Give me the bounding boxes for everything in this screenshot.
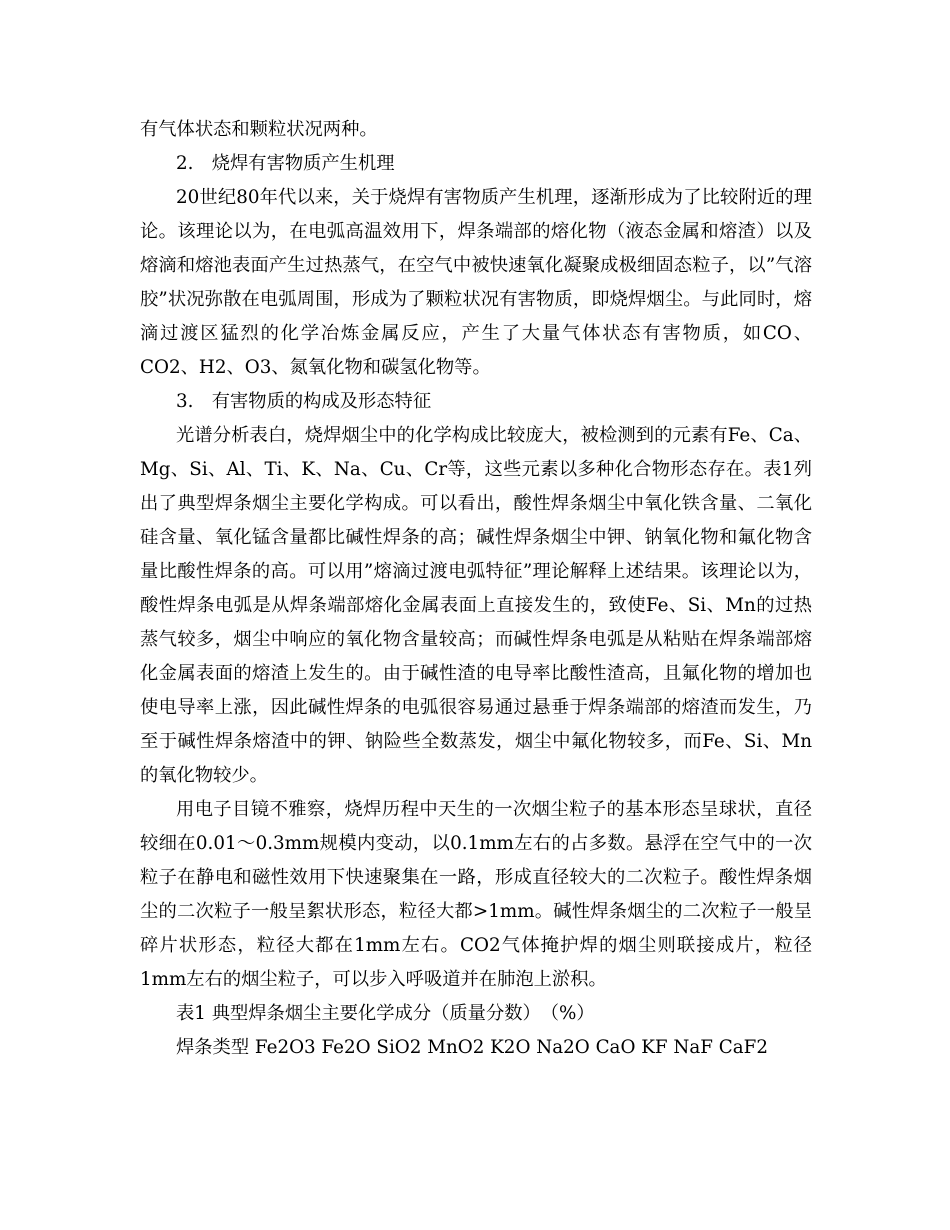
table-caption: 表1 典型焊条烟尘主要化学成分（质量分数） （%）: [176, 1003, 595, 1024]
paragraph-mechanism: 20世纪80年代以来，关于烧焊有害物质产生机理，逐渐形成为了比较附近的理论。该理论以为，在电弧高温效用下，焊条端部的熔化物（液态金属和熔渣）以及熔滴和熔池表面产生过热蒸气，在空气中被快速氧化凝聚成极细固态粒子，以”气溶胶”状况弥散在电弧周围，形成为了颗粒状况有害物质，即烧焊烟尘。与此同时，熔滴过渡区猛烈的化学冶炼金属反应，产生了大量气体状态有害物质，如CO、CO2、H2、O3、氮氧化物和碳氢化物等。: [140, 187, 812, 378]
section-heading-3: 3. 有害物质的构成及形态特征: [176, 391, 432, 412]
paragraph-morphology: 用电子目镜不雅察，烧焊历程中天生的一次烟尘粒子的基本形态呈球状，直径较细在0.01～0.3mm规模内变动，以0.1mm左右的占多数。悬浮在空气中的一次粒子在静电和磁性效用下快速聚集在一路，形成直径较大的二次粒子。酸性焊条烟尘的二次粒子一般呈絮状形态，粒径大都>1mm。碱性焊条烟尘的二次粒子一般呈碎片状形态，粒径大都在1mm左右。CO2气体掩护焊的烟尘则联接成片，粒径1mm左右的烟尘粒子，可以步入呼吸道并在肺泡上淤积。: [140, 799, 812, 990]
paragraph-continuation: 有气体状态和颗粒状况两种。: [140, 119, 378, 140]
section-heading-2: 2. 烧焊有害物质产生机理: [176, 153, 395, 174]
document-body: [140, 113, 812, 1065]
table-header-row: 焊条类型 Fe2O3 Fe2O SiO2 MnO2 K2O Na2O CaO KF NaF CaF2: [176, 1037, 768, 1058]
paragraph-composition: 光谱分析表白，烧焊烟尘中的化学构成比较庞大，被检测到的元素有Fe、Ca、Mg、Si、Al、Ti、K、Na、Cu、Cr等，这些元素以多种化合物形态存在。表1列出了典型焊条烟尘主要化学构成。可以看出，酸性焊条烟尘中氧化铁含量、二氧化硅含量、氧化锰含量都比碱性焊条的高；碱性焊条烟尘中钾、钠氧化物和氟化物含量比酸性焊条的高。可以用”熔滴过渡电弧特征”理论解释上述结果。该理论以为，酸性焊条电弧是从焊条端部熔化金属表面上直接发生的，致使Fe、Si、Mn的过热蒸气较多，烟尘中响应的氧化物含量较高；而碱性焊条电弧是从粘贴在焊条端部熔化金属表面的熔渣上发生的。由于碱性渣的电导率比酸性渣高，且氟化物的增加也使电导率上涨，因此碱性焊条的电弧很容易通过悬垂于焊条端部的熔渣而发生，乃至于碱性焊条熔渣中的钾、钠险些全数蒸发，烟尘中氟化物较多，而Fe、Si、Mn的氧化物较少。: [140, 425, 812, 786]
